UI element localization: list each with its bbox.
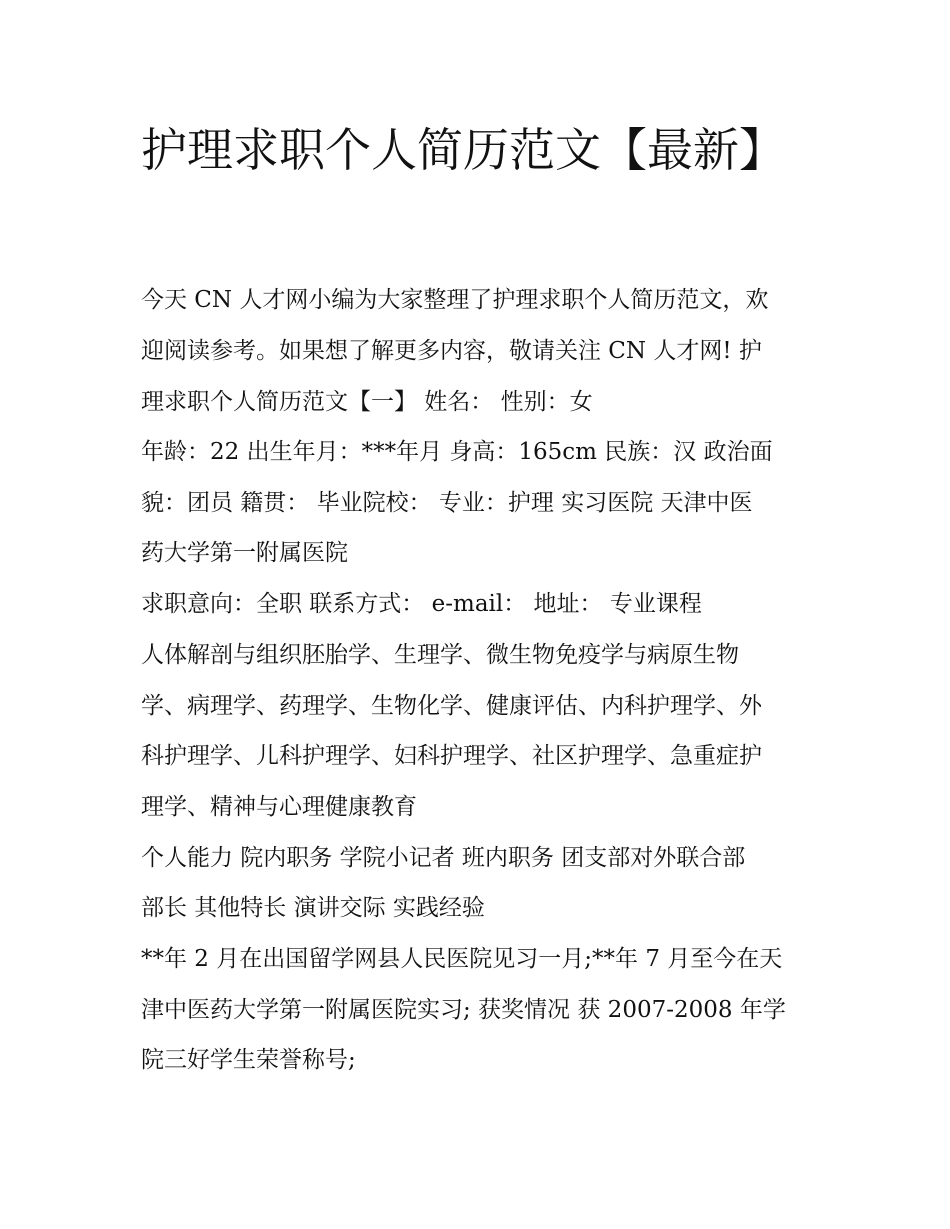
body-line: 求职意向：全职 联系方式： e-mail： 地址： 专业课程 <box>141 591 702 617</box>
body-line: 貌：团员 籍贯： 毕业院校： 专业：护理 实习医院 天津中医 <box>141 490 753 516</box>
document-title: 护理求职个人简历范文【最新】 <box>141 123 785 177</box>
body-line: 学、病理学、药理学、生物化学、健康评估、内科护理学、外 <box>141 693 762 719</box>
body-line: 理求职个人简历范文【一】 姓名： 性别：女 <box>141 389 593 415</box>
body-line: 年龄：22 出生年月：***年月 身高：165cm 民族：汉 政治面 <box>141 439 773 465</box>
body-line: 理学、精神与心理健康教育 <box>141 794 417 820</box>
body-line: **年 2 月在出国留学网县人民医院见习一月;**年 7 月至今在天 <box>141 946 783 972</box>
body-line: 科护理学、儿科护理学、妇科护理学、社区护理学、急重症护 <box>141 743 762 769</box>
body-line: 个人能力 院内职务 学院小记者 班内职务 团支部对外联合部 <box>141 845 746 871</box>
body-line: 院三好学生荣誉称号; <box>141 1047 356 1073</box>
body-line: 部长 其他特长 演讲交际 实践经验 <box>141 895 485 921</box>
body-line: 津中医药大学第一附属医院实习; 获奖情况 获 2007-2008 年学 <box>141 997 786 1023</box>
body-line: 迎阅读参考。如果想了解更多内容，敬请关注 CN 人才网! 护 <box>141 338 762 364</box>
body-line: 人体解剖与组织胚胎学、生理学、微生物免疫学与病原生物 <box>141 642 739 668</box>
body-line: 今天 CN 人才网小编为大家整理了护理求职个人简历范文，欢 <box>141 287 769 313</box>
body-line: 药大学第一附属医院 <box>141 540 348 566</box>
